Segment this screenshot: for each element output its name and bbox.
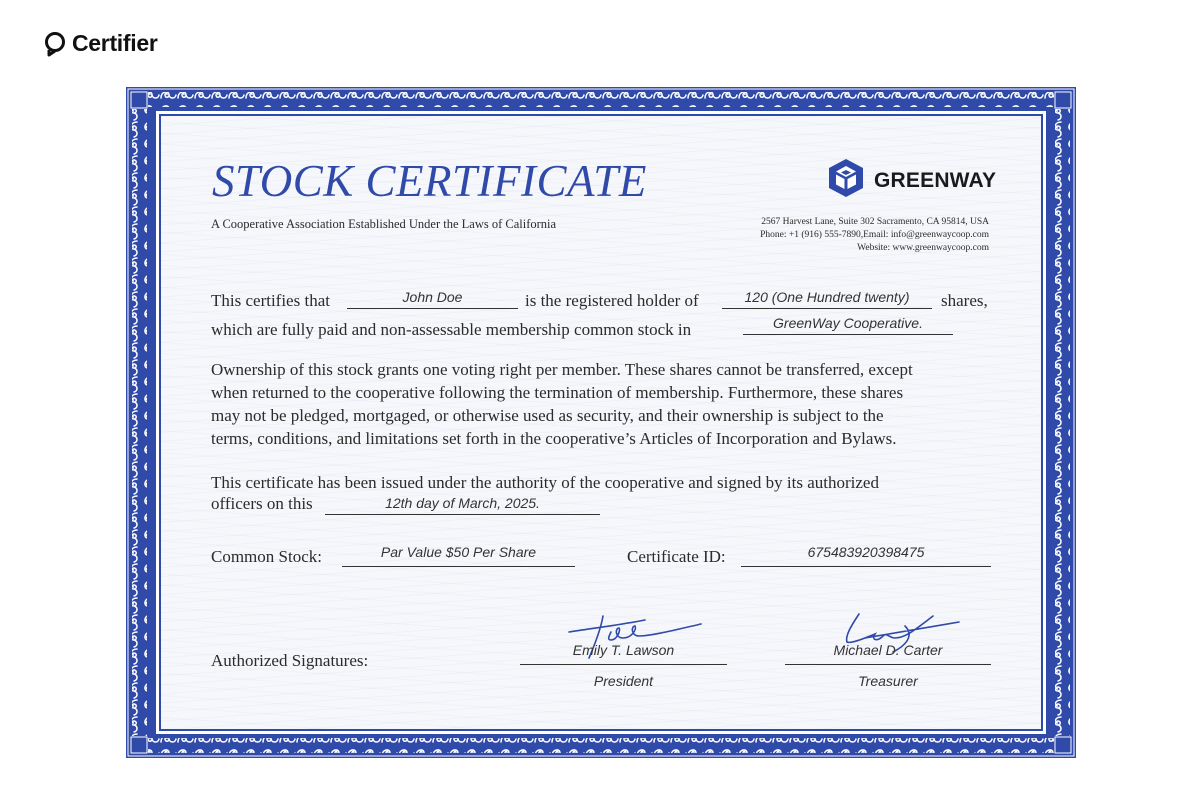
authorized-signatures-label: Authorized Signatures: [211, 651, 369, 670]
signer-name-treasurer: Michael D. Carter [833, 642, 943, 658]
issued-line: This certificate has been issued under the authority of the cooperative and signed by its authorized [211, 473, 879, 492]
cooperative-name-field: GreenWay Cooperative. [743, 315, 953, 335]
website-line: Website: www.greenwaycoop.com [857, 243, 989, 253]
stock-description-label: which are fully paid and non-assessable membership common stock in [211, 320, 692, 339]
certificate-id-label: Certificate ID: [627, 547, 726, 566]
registered-holder-label: is the registered holder of [525, 291, 699, 310]
signature-line-treasurer [785, 664, 991, 665]
certificate-title: STOCK CERTIFICATE [212, 156, 647, 206]
address-line: 2567 Harvest Lane, Suite 302 Sacramento, CA 95814, USA [761, 217, 989, 227]
paragraph-line: may not be pledged, mortgaged, or otherwise used as security, and their ownership is subject to the [211, 406, 884, 425]
certifies-label: This certifies that [211, 291, 330, 310]
company-logo [826, 157, 996, 205]
issued-paragraph [211, 471, 1001, 494]
signer-title-president: President [593, 673, 654, 689]
certifier-brand [44, 30, 158, 57]
certifier-logo-icon [44, 31, 66, 57]
brand-name: Certifier [72, 30, 158, 56]
cube-logo-icon [826, 157, 866, 205]
holder-name-field: John Doe [347, 289, 518, 309]
company-address [760, 216, 989, 255]
par-value-field: Par Value $50 Per Share [342, 544, 575, 567]
certificate-subtitle: A Cooperative Association Established Under the Laws of California [211, 217, 557, 231]
paragraph-line: terms, conditions, and limitations set forth in the cooperative’s Articles of Incorporation and Bylaws. [211, 429, 897, 448]
paragraph-line: Ownership of this stock grants one voting right per member. These shares cannot be transferred, except [211, 360, 913, 379]
signer-title-treasurer: Treasurer [858, 673, 918, 689]
shares-count-field: 120 (One Hundred twenty) [722, 289, 932, 309]
paragraph-line: when returned to the cooperative following the termination of membership. Furthermore, these shares [211, 383, 904, 402]
ownership-paragraph [211, 358, 1001, 450]
signer-name-president: Emily T. Lawson [572, 642, 675, 658]
contact-line: Phone: +1 (916) 555-7890,Email: info@greenwaycoop.com [760, 230, 989, 240]
issue-date-field: 12th day of March, 2025. [325, 495, 600, 515]
signature-line-president [520, 664, 727, 665]
common-stock-label: Common Stock: [211, 547, 322, 566]
issued-date-label: officers on this [211, 494, 313, 513]
shares-label: shares, [941, 291, 988, 310]
company-name: GREENWAY [874, 169, 997, 192]
certificate-id-field: 675483920398475 [741, 544, 991, 567]
